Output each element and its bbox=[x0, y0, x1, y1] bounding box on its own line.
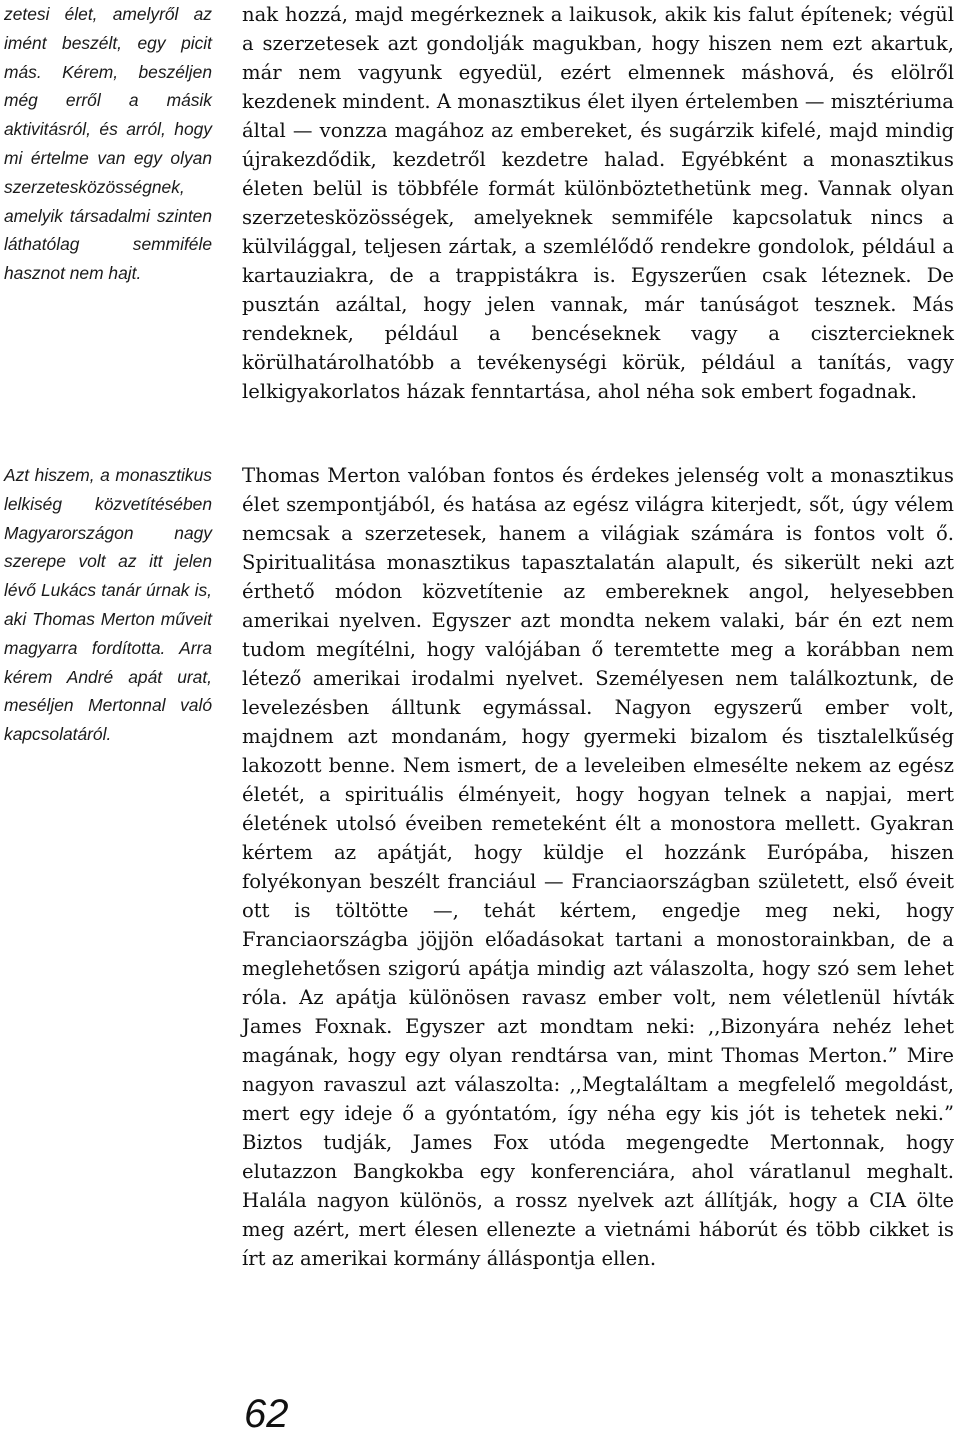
answer-paragraph-1: nak hozzá, majd megérkeznek a laikusok, akik kis falut építenek; végül a szerzetesek azt gondolják magukban, hogy hiszen nem ezt akartuk, már nem vagyunk egyedül, ezért elmennek máshová, és elölről kezdenek mindent. A monasztikus élet ilyen értelemben — misztériuma által — vonzza magához az embereket, és sugárzik kifelé, majd mindig újrakezdődik, kezdetről kezdetre halad. Egyébként a monasztikus életen belül is többféle formát különböztethetünk meg. Vannak olyan szerzetesközösségek, amelyeknek semmiféle kapcsolatuk nincs a külvilággal, teljesen zártak, a szemlélődő rendekre gondolok, például a kartauziakra, de a trappistákra is. Egyszerűen csak léteznek. De pusztán azáltal, hogy jelen vannak, már tanúságot tesznek. Más rendeknek, például a bencéseknek vagy a cisztercieknek körülhatárolhatóbb a tevékenységi körük, például a tanítás, vagy lelkigyakorlatos házak fenntartása, ahol néha sok embert fogadnak. bbox=[242, 3, 954, 403]
page-number: 62 bbox=[244, 1392, 289, 1436]
sidebar-question-2: Azt hiszem, a monasztikus lelkiség közvetítésében Magyarországon nagy szerepe volt az itt jelen lévő Lukács tanár úrnak is, aki Thomas Merton műveit magyarra fordította. Arra kérem André apát urat, meséljen Mertonnal való kapcsolatáról. bbox=[4, 465, 212, 745]
sidebar-question-1: zetesi élet, amelyről az imént beszélt, egy picit más. Kérem, beszéljen még erről a másik aktivitásról, és arról, hogy mi értelme van egy olyan szerzetesközösségnek, amelyik társadalmi szinten láthatólag semmiféle hasznot nem hajt. bbox=[4, 4, 212, 284]
answer-paragraph-2: Thomas Merton valóban fontos és érdekes jelenség volt a monasztikus élet szempontjából, és hatása az egész világra kiterjedt, sőt, úgy vélem nemcsak a szerzetesek, hanem a világiak számára is fontos volt ő. Spiritualitása monasztikus tapasztalatán alapult, és sikerült neki azt érthető módon közvetítenie az embereknek angol, helyesebben amerikai nyelven. Egyszer azt mondta nekem valaki, bár én ezt nem tudom megítélni, hogy valójában ő teremtette meg a korábban nem létező amerikai irodalmi nyelvet. Személyesen nem találkoztunk, de levelezésben álltunk egymással. Nagyon egyszerű ember volt, majdnem azt mondanám, hogy gyermeki bizalom és tisztalelkűség lakozott benne. Nem ismert, de a leveleiben elmesélte nekem az egész életét, a spirituális élményeit, hogy hogyan telnek a napjai, mert életének utolsó éveiben remeteként élt a monostora mellett. Gyakran kértem az apátját, hogy küldje el hozzánk Európába, hiszen folyékonyan beszélt franciául — Franciaországban született, első éveit ott is töltötte —, tehát kértem, engedje meg neki, hogy Franciaországba jöjjön előadásokat tartani a monostorainkban, de a meglehetősen szigorú apátja mindig azt válaszolta, hogy szó sem lehet róla. Az apátja különösen ravasz ember volt, nem véletlenül hívták James Foxnak. Egyszer azt mondtam neki: ,,Bizonyára nehéz lehet magának, hogy egy olyan rendtársa van, mint Thomas Merton.” Mire nagyon ravaszul azt válaszolta: ,,Megtaláltam a megfelelő megoldást, mert egy ideje ő a gyóntatóm, így néha egy kis jót is tehetek neki.” Biztos tudják, James Fox utóda megengedte Mertonnak, hogy elutazzon Bangkokba egy konferenciára, ahol váratlanul meghalt. Halála nagyon különös, a rossz nyelvek azt állítják, hogy a CIA ölte meg azért, mert élesen ellenezte a vietnámi háborút és több cikket is írt az amerikai kormány álláspontja ellen. bbox=[242, 464, 954, 1270]
